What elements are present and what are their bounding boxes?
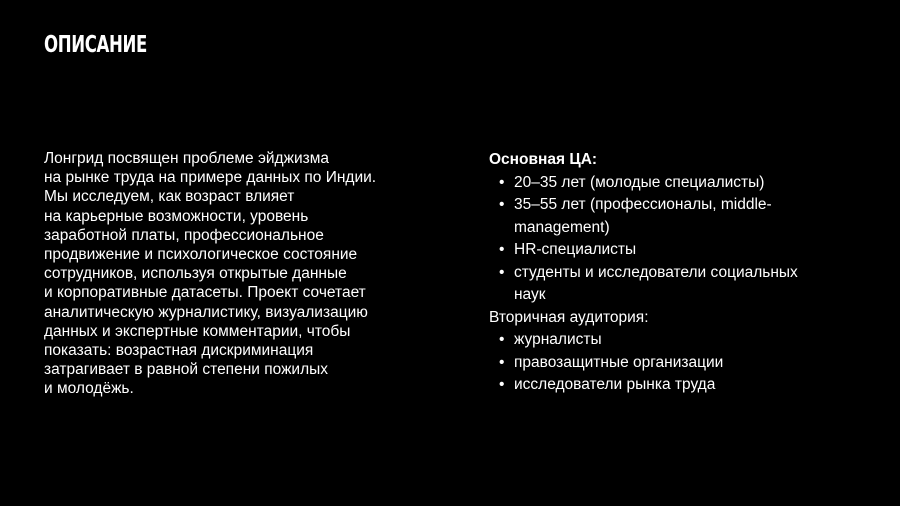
description-line: на карьерные возможности, уровень: [44, 207, 309, 225]
list-item-text: HR-специалисты: [514, 241, 637, 258]
description-line: и молодёжь.: [44, 380, 134, 398]
description-line: Лонгрид посвящен проблеме эйджизма: [44, 150, 330, 167]
description-line: и корпоративные датасеты. Проект сочетает: [44, 284, 366, 302]
description-line: продвижение и психологическое состояние: [44, 246, 358, 264]
description-line: затрагивает в равной степени пожилых: [44, 361, 329, 379]
description-line: данных и экспертные комментарии, чтобы: [44, 322, 351, 340]
list-item: [489, 194, 819, 239]
primary-audience-list: [489, 172, 819, 307]
description-line: показать: возрастная дискриминация: [44, 342, 314, 360]
bullet-icon: •: [499, 173, 505, 191]
bullet-icon: •: [499, 331, 505, 348]
secondary-audience-heading: Вторичная аудитория:: [489, 308, 649, 326]
bullet-icon: •: [499, 263, 505, 281]
list-item: [489, 374, 819, 397]
bullet-icon: •: [499, 241, 505, 258]
audience-section: [489, 149, 819, 397]
list-item-text: 20–35 лет (молодые специалисты): [514, 173, 765, 191]
bullet-icon: •: [499, 196, 505, 213]
slide-title: ОПИСАНИЕ: [44, 32, 147, 58]
description-line: Мы исследуем, как возраст влияет: [44, 188, 295, 206]
primary-audience-heading: Основная ЦА:: [489, 151, 598, 168]
list-item-text: студенты и исследователи социальных наук: [514, 263, 798, 303]
bullet-icon: •: [499, 376, 505, 393]
list-item: [489, 239, 819, 262]
list-item-text: 35–55 лет (профессионалы, middle-management): [514, 196, 772, 236]
list-item: [489, 352, 819, 375]
list-item-text: правозащитные организации: [514, 353, 724, 371]
list-item: [489, 172, 819, 195]
list-item: [489, 262, 819, 307]
secondary-audience-list: [489, 329, 819, 397]
description-line: на рынке труда на примере данных по Индии.: [44, 169, 377, 187]
description-line: аналитическую журналистику, визуализацию: [44, 303, 368, 321]
description-line: заработной платы, профессиональное: [44, 226, 324, 244]
list-item-text: исследователи рынка труда: [514, 376, 716, 393]
list-item: [489, 329, 819, 352]
description-line: сотрудников, используя открытые данные: [44, 265, 347, 283]
list-item-text: журналисты: [514, 331, 602, 348]
bullet-icon: •: [499, 353, 505, 371]
description-text: [44, 149, 404, 399]
